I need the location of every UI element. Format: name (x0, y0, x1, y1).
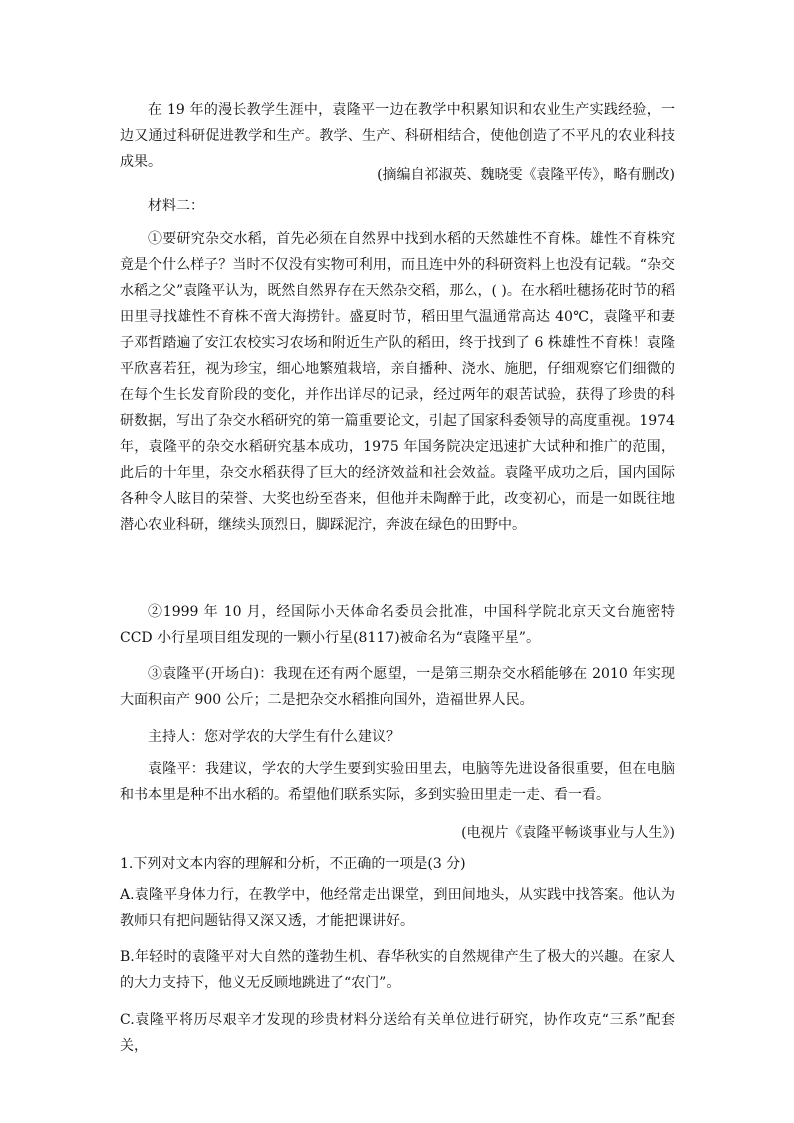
paragraph-material-two-part-two: ②1999 年 10 月，经国际小天体命名委员会批准，中国科学院北京天文台施密特 CCD 小行星项目组发现的一颗小行星(8117)被命名为“袁隆平星”。 (120, 604, 675, 646)
option-b: B.年轻时的袁隆平对大自然的蓬勃生机、春华秋实的自然规律产生了极大的兴趣。在家人的大力支持下，他义无反顾地跳进了“农门”。 (120, 949, 675, 991)
paragraph-host-question: 主持人：您对学农的大学生有什么建议？ (148, 729, 400, 745)
option-a: A.袁隆平身体力行，在教学中，他经常走出课堂，到田间地头，从实践中找答案。他认为教师只有把问题钻得又深又透，才能把课讲好。 (120, 887, 675, 929)
paragraph-material-two-part-one: ①要研究杂交水稻，首先必须在自然界中找到水稻的天然雄性不育株。雄性不育株究竟是个什么样子？当时不仅没有实物可利用，而且连中外的科研资料上也没有记载。“杂交水稻之父”袁隆平认为，既然自然界存在天然杂交稻，那么，( )。在水稻吐穗扬花时节的稻田里寻找雄性不育株不啻大海捞针。盛夏时节，稻田里气温通常高达 40℃，袁隆平和妻子邓哲踏遍了安江农校实习农场和附近生产队的稻田，终于找到了 6 株雄性不育株！袁隆平欣喜若狂，视为珍宝，细心地繁殖栽培，亲自播种、浇水、施肥，仔细观察它们细微的在每个生长发育阶段的变化，并作出详尽的记录，经过两年的艰苦试验，获得了珍贵的科研数据，写出了杂交水稻研究的第一篇重要论文，引起了国家科委领导的高度重视。1974 年，袁隆平的杂交水稻研究基本成功，1975 年国务院决定迅速扩大试种和推广的范围，此后的十年里，杂交水稻获得了巨大的经济效益和社会效益。袁隆平成功之后，国内国际各种令人眩目的荣誉、大奖也纷至沓来，但他并未陶醉于此，改变初心，而是一如既往地潜心农业科研，继续头顶烈日，脚踩泥泞，奔波在绿色的田野中。 (120, 231, 675, 533)
source-citation-tv: (电视片《袁隆平畅谈事业与人生》) (461, 825, 675, 841)
paragraph-material-two-part-three: ③袁隆平(开场白)：我现在还有两个愿望，一是第三期杂交水稻能够在 2010 年实现大面积亩产 900 公斤；二是把杂交水稻推向国外，造福世界人民。 (120, 666, 675, 708)
option-c: C.袁隆平将历尽艰辛才发现的珍贵材料分送给有关单位进行研究，协作攻克“三系”配套关， (120, 1012, 675, 1054)
question-one-stem: 1.下列对文本内容的理解和分析，不正确的一项是(3 分) (120, 856, 466, 872)
material-two-heading: 材料二： (148, 198, 204, 214)
source-citation-biography: (摘编自祁淑英、魏晓雯《袁隆平传》，略有删改) (377, 167, 675, 183)
paragraph-yuan-answer: 袁隆平：我建议，学农的大学生要到实验田里去，电脑等先进设备很重要，但在电脑和书本里是种不出水稻的。希望他们联系实际，多到实验田里走一走、看一看。 (120, 761, 675, 803)
paragraph-teaching-career: 在 19 年的漫长教学生涯中，袁隆平一边在教学中积累知识和农业生产实践经验，一边又通过科研促进教学和生产。教学、生产、科研相结合，使他创造了不平凡的农业科技成果。 (120, 102, 675, 170)
